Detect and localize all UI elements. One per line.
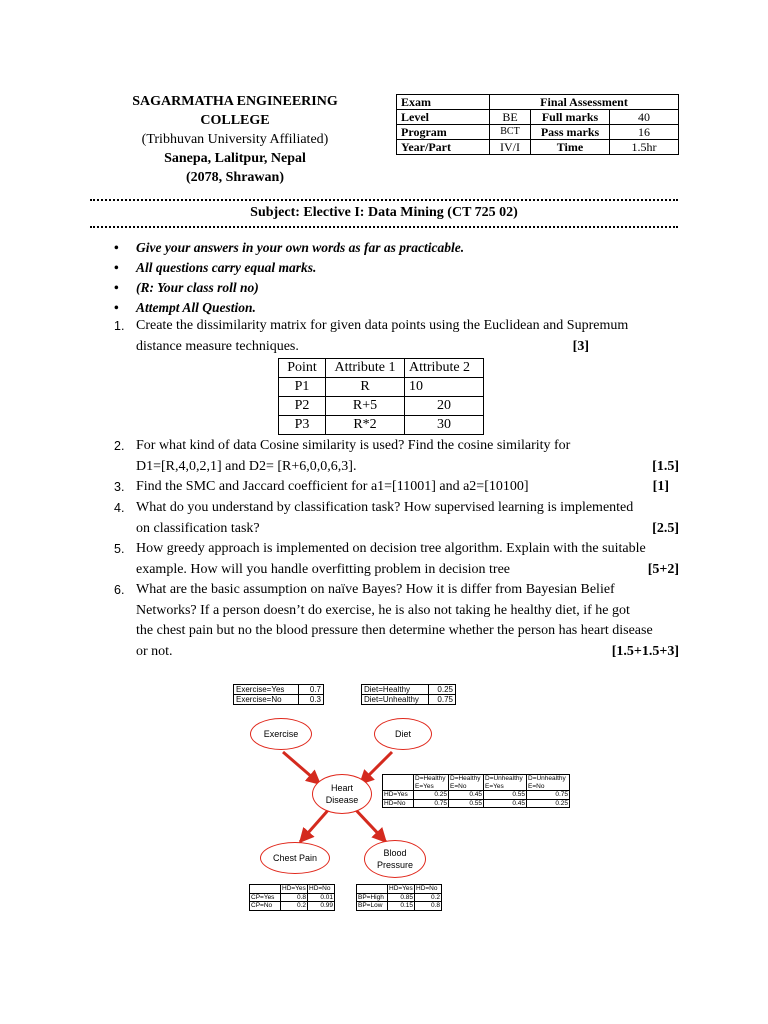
cpt-value: 0.8 [415, 902, 442, 911]
college-name-line1: SAGARMATHA ENGINEERING [132, 94, 338, 109]
time-value: 1.5hr [610, 140, 679, 155]
cpt-corner [383, 775, 414, 791]
cpt-value: 0.55 [484, 791, 527, 800]
cpt-label: CP=Yes [250, 893, 281, 902]
cpt-value: 0.45 [484, 799, 527, 808]
cpt-header [484, 775, 527, 791]
question-number: 1. [114, 319, 125, 333]
cpt-label: BP=High [357, 893, 388, 902]
cpt-header-line: D=Unhealthy [528, 775, 566, 782]
node-diet [374, 718, 432, 750]
points-cell: R*2 [326, 416, 405, 435]
node-label: Blood [383, 848, 407, 858]
question-marks: [1] [652, 479, 669, 494]
points-cell: P1 [279, 378, 326, 397]
points-cell: P2 [279, 397, 326, 416]
year-part-value: IV/I [490, 140, 531, 155]
node-label: Disease [325, 795, 359, 805]
program-label: Program [397, 125, 490, 140]
question-marks: [2.5] [652, 520, 679, 536]
cpt-header [527, 775, 570, 791]
question-number: 2. [114, 439, 125, 453]
cpt-value: 0.75 [414, 799, 449, 808]
cpt-label: Diet=Unhealthy [362, 695, 429, 705]
node-heart-disease [312, 774, 372, 814]
cpt-header-line: E=No [450, 782, 467, 790]
address: Sanepa, Lalitpur, Nepal [164, 151, 306, 166]
question-marks: [3] [572, 338, 589, 354]
question-text: Find the SMC and Jaccard coefficient for a1=[11001] and a2=[10100] [136, 479, 529, 494]
cpt-value: 0.25 [414, 791, 449, 800]
cpt-value: 0.7 [299, 685, 324, 695]
cpt-header-line: E=Yes [415, 782, 434, 790]
node-label: Heart [330, 783, 353, 793]
points-header: Attribute 1 [326, 359, 405, 378]
chest-pain-cpt [249, 884, 335, 911]
blood-pressure-cpt [356, 884, 442, 911]
cpt-corner [250, 885, 281, 894]
question-text: D1=[R,4,0,2,1] and D2= [R+6,0,0,6,3]. [136, 458, 357, 474]
question-text: What do you understand by classification task? How supervised learning is implemented [136, 500, 634, 515]
points-cell: 10 [405, 378, 484, 397]
cpt-value: 0.01 [308, 893, 335, 902]
cpt-header-line: D=Unhealthy [485, 775, 523, 782]
question-text: How greedy approach is implemented on decision tree algorithm. Explain with the suitable [136, 541, 646, 556]
edge-exercise-heart [283, 752, 320, 784]
points-cell: 30 [405, 416, 484, 435]
cpt-header [449, 775, 484, 791]
full-marks-value: 40 [610, 110, 679, 125]
cpt-value: 0.25 [527, 799, 570, 808]
cpt-value: 0.8 [281, 893, 308, 902]
cpt-label: CP=No [250, 902, 281, 911]
question-text: the chest pain but no the blood pressure then determine whether the person has heart disease [136, 623, 653, 638]
question-number: 3. [114, 480, 125, 494]
pass-marks-label: Pass marks [531, 125, 610, 140]
cpt-value: 0.45 [449, 791, 484, 800]
affiliation: (Tribhuvan University Affiliated) [141, 132, 329, 147]
time-label: Time [531, 140, 610, 155]
points-cell: 20 [405, 397, 484, 416]
points-header: Attribute 2 [405, 359, 484, 378]
question-marks: [5+2] [647, 561, 679, 577]
edge-heart-chest [300, 808, 330, 842]
question-text: What are the basic assumption on naïve Bayes? How it is differ from Bayesian Belief [136, 582, 615, 597]
question-number: 6. [114, 583, 125, 597]
cpt-header-line: E=No [528, 782, 545, 790]
cpt-value: 0.2 [415, 893, 442, 902]
cpt-header: HD=Yes [282, 885, 306, 892]
heart-disease-cpt [382, 774, 570, 808]
question-marks: [1.5] [652, 458, 679, 474]
question-text: For what kind of data Cosine similarity is used? Find the cosine similarity for [136, 438, 571, 453]
node-label: Diet [394, 729, 411, 739]
question-text: Networks? If a person doesn’t do exercise, he is also not taking he healthy diet, if he got [136, 602, 630, 618]
diet-cpt [361, 684, 456, 705]
node-label: Exercise [263, 729, 299, 739]
cpt-value: 0.85 [388, 893, 415, 902]
cpt-header-line: E=Yes [485, 782, 504, 790]
cpt-label: BP=Low [357, 902, 388, 911]
cpt-value: 0.2 [281, 902, 308, 911]
cpt-value: 0.99 [308, 902, 335, 911]
instruction-item: • Give your answers in your own words as far as practicable. [114, 238, 464, 258]
edge-heart-bp [354, 808, 386, 842]
question-number: 5. [114, 542, 125, 556]
exercise-cpt [233, 684, 324, 705]
instruction-item: • Attempt All Question. [114, 298, 464, 318]
cpt-header: HD=No [415, 885, 442, 894]
question-text: example. How will you handle overfitting problem in decision tree [136, 561, 511, 577]
pass-marks-value: 16 [610, 125, 679, 140]
points-cell: R [326, 378, 405, 397]
node-blood-pressure [364, 840, 426, 878]
instruction-item: • (R: Your class roll no) [114, 278, 464, 298]
level-label: Level [397, 110, 490, 125]
question-text: distance measure techniques. [136, 338, 299, 354]
cpt-label: HD=No [383, 799, 414, 808]
cpt-header [414, 775, 449, 791]
points-cell: P3 [279, 416, 326, 435]
cpt-label: Exercise=No [234, 695, 299, 705]
cpt-header-line: D=Healthy [450, 775, 481, 782]
exam-year: (2078, Shrawan) [185, 170, 284, 185]
node-chest-pain [260, 842, 330, 874]
points-cell: R+5 [326, 397, 405, 416]
cpt-header: HD=No [308, 885, 335, 894]
node-exercise [250, 718, 312, 750]
cpt-label: Exercise=Yes [234, 685, 299, 695]
instruction-item: • All questions carry equal marks. [114, 258, 464, 278]
cpt-label: HD=Yes [383, 791, 414, 800]
question-text: or not. [136, 643, 173, 659]
question-number: 4. [114, 501, 125, 515]
node-label: Chest Pain [272, 853, 318, 863]
full-marks-label: Full marks [531, 110, 610, 125]
cpt-value: 0.55 [449, 799, 484, 808]
college-name-line2: COLLEGE [200, 113, 270, 128]
cpt-header-line: D=Healthy [415, 775, 446, 782]
cpt-value: 0.25 [429, 685, 456, 695]
exam-label: Exam [397, 95, 490, 110]
exam-value: Final Assessment [490, 95, 679, 110]
cpt-corner [357, 885, 388, 894]
cpt-value: 0.75 [429, 695, 456, 705]
cpt-value: 0.75 [527, 791, 570, 800]
node-label: Pressure [376, 860, 413, 870]
cpt-label: Diet=Healthy [362, 685, 429, 695]
question-text: Create the dissimilarity matrix for given data points using the Euclidean and Supremum [136, 318, 629, 333]
program-value: BCT [490, 125, 531, 140]
cpt-value: 0.15 [388, 902, 415, 911]
cpt-value: 0.3 [299, 695, 324, 705]
year-part-label: Year/Part [397, 140, 490, 155]
question-text: on classification task? [136, 520, 260, 536]
subject-title: Subject: Elective I: Data Mining (CT 725 02) [250, 205, 518, 220]
question-marks: [1.5+1.5+3] [611, 643, 679, 659]
level-value: BE [490, 110, 531, 125]
points-header: Point [279, 359, 326, 378]
cpt-header: HD=Yes [389, 885, 413, 892]
